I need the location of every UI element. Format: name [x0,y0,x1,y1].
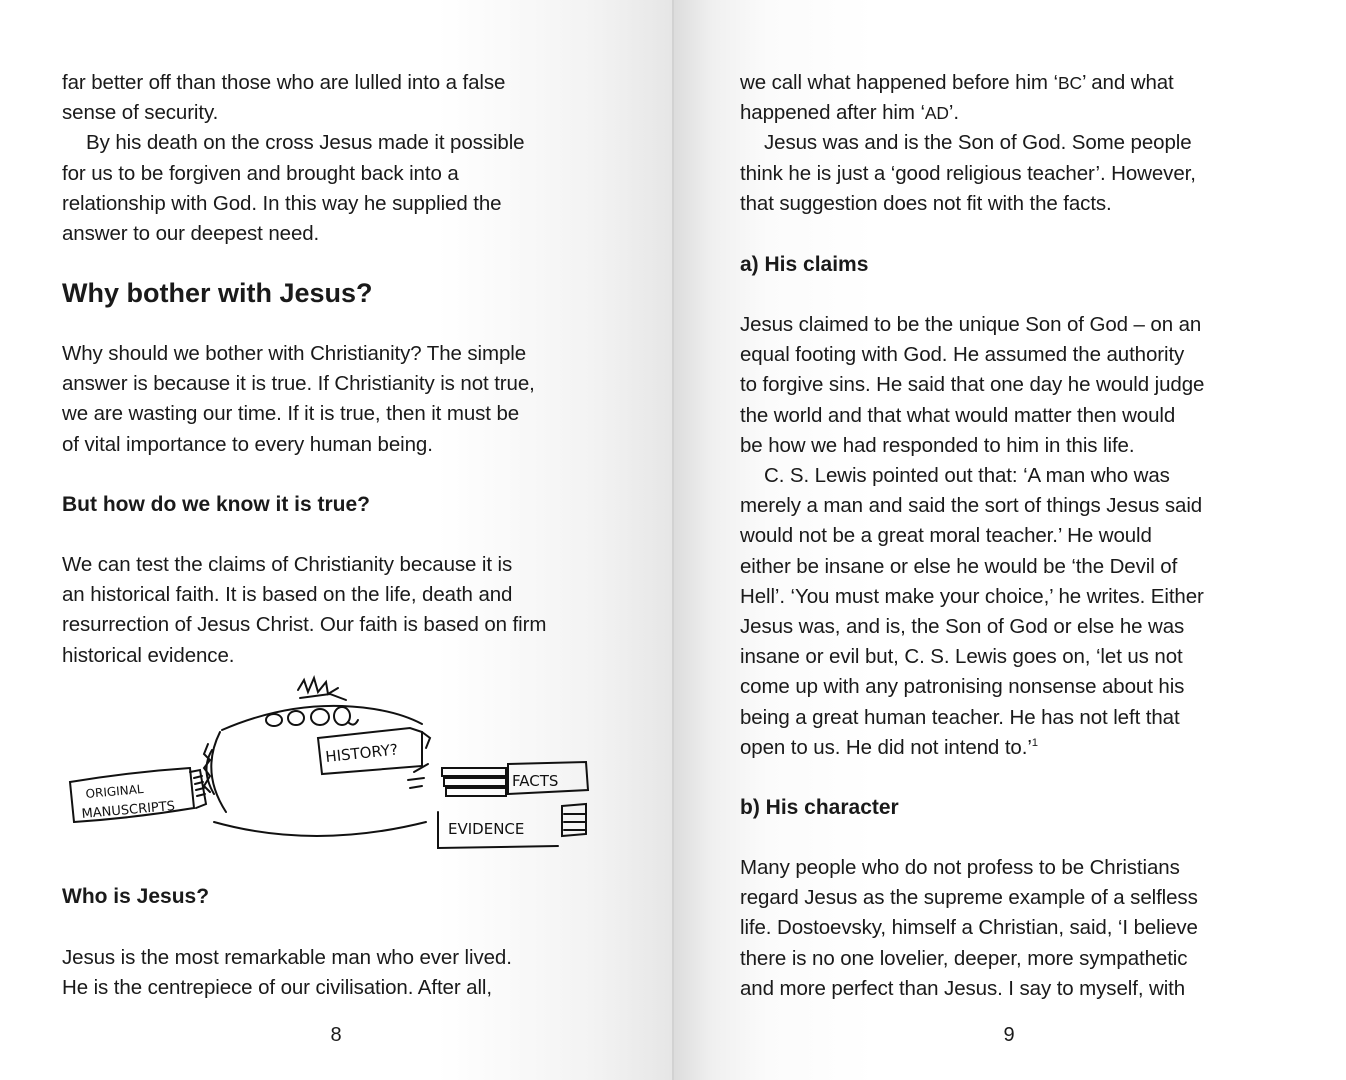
text-line: regard Jesus as the supreme example of a selfless [740,886,1198,910]
sketch-label-history: HISTORY? [324,740,399,766]
paragraph-his-claims [740,310,1310,763]
paragraph-how-true [62,550,632,671]
left-page-text [62,68,632,249]
era-ad: AD [924,103,949,124]
text-line: Hell’. ‘You must make your choice,’ he writes. Either [740,584,1204,608]
paragraph-his-character [740,853,1310,1004]
text-line [740,733,1310,763]
text-line: relationship with God. In this way he supplied the [62,191,502,215]
text-line: for us to be forgiven and brought back into a [62,161,459,185]
text-span: ’ and what [1081,71,1174,94]
era-bc: BC [1057,73,1082,93]
text-line: the world and that what would matter then would [740,403,1176,427]
text-span: happened after him ‘ [740,101,925,125]
sketch-label-original: ORIGINAL [85,781,145,801]
paragraph-who-is-jesus [62,943,632,1003]
text-line: By his death on the cross Jesus made it possible [86,131,525,155]
text-line: Jesus was and is the Son of God. Some people [764,131,1192,155]
text-line: Why should we bother with Christianity? The simple [62,342,527,365]
text-line: we are wasting our time. If it is true, then it must be [62,402,520,426]
text-line: C. S. Lewis pointed out that: ‘A man who was [764,464,1170,488]
text-line: equal footing with God. He assumed the authority [740,343,1185,367]
heading-how-true: But how do we know it is true? [62,493,370,516]
text-line: answer to our deepest need. [62,222,320,246]
text-span: open to us. He did not intend to.’ [740,735,1032,759]
text-line: think he is just a ‘good religious teacher’. However, [740,161,1196,185]
book-gutter [672,0,674,1080]
text-line: He is the centrepiece of our civilisation. After all, [62,976,492,1000]
text-line: Jesus was, and is, the Son of God or else he was [740,615,1185,639]
text-line: historical evidence. [62,643,235,667]
text-line: be how we had responded to him in this life. [740,433,1135,457]
sketch-label-facts: FACTS [512,772,559,790]
text-line: Jesus claimed to be the unique Son of God – on an [740,313,1202,336]
text-line: being a great human teacher. He has not left that [740,705,1180,729]
text-line [740,98,1310,128]
text-line: life. Dostoevsky, himself a Christian, said, ‘I believe [740,916,1198,940]
heading-why-bother: Why bother with Jesus? [62,278,373,308]
text-line: merely a man and said the sort of things Jesus said [740,494,1203,518]
sketch-drawing [62,672,622,862]
text-line: that suggestion does not fit with the facts. [740,191,1112,215]
text-line: come up with any patronising nonsense about his [740,675,1185,699]
text-line: Jesus is the most remarkable man who ever lived. [62,946,512,969]
text-line: insane or evil but, C. S. Lewis goes on, ‘let us not [740,645,1183,669]
text-line: of vital importance to every human being. [62,432,433,456]
text-line: far better off than those who are lulled into a false [62,71,506,94]
text-line: there is no one lovelier, deeper, more sympathetic [740,946,1188,970]
right-page-text [740,68,1310,219]
footnote-reference: 1 [1031,737,1038,750]
text-line: to forgive sins. He said that one day he would judge [740,373,1205,397]
text-line: Many people who do not profess to be Christians [740,856,1180,879]
paragraph-why-bother [62,339,632,460]
text-line: and more perfect than Jesus. I say to myself, with [740,976,1186,1000]
sketch-label-manuscripts: MANUSCRIPTS [81,798,176,822]
text-line [740,68,1310,98]
history-evidence-sketch [62,672,622,862]
text-line: sense of security. [62,101,219,125]
heading-his-claims: a) His claims [740,253,869,276]
text-span: ’. [948,101,959,125]
page-number-right: 9 [1003,1024,1015,1046]
heading-who-is-jesus: Who is Jesus? [62,885,210,908]
text-line: either be insane or else he would be ‘the Devil of [740,554,1178,578]
sketch-label-evidence: EVIDENCE [448,820,525,838]
text-line: answer is because it is true. If Christianity is not true, [62,372,535,396]
text-line: We can test the claims of Christianity because it is [62,553,513,576]
page-number-left: 8 [330,1024,342,1046]
text-line: resurrection of Jesus Christ. Our faith is based on firm [62,613,547,637]
heading-his-character: b) His character [740,796,899,819]
text-line: would not be a great moral teacher.’ He would [740,524,1152,548]
text-span: we call what happened before him ‘ [740,71,1058,94]
text-line: an historical faith. It is based on the life, death and [62,583,513,607]
